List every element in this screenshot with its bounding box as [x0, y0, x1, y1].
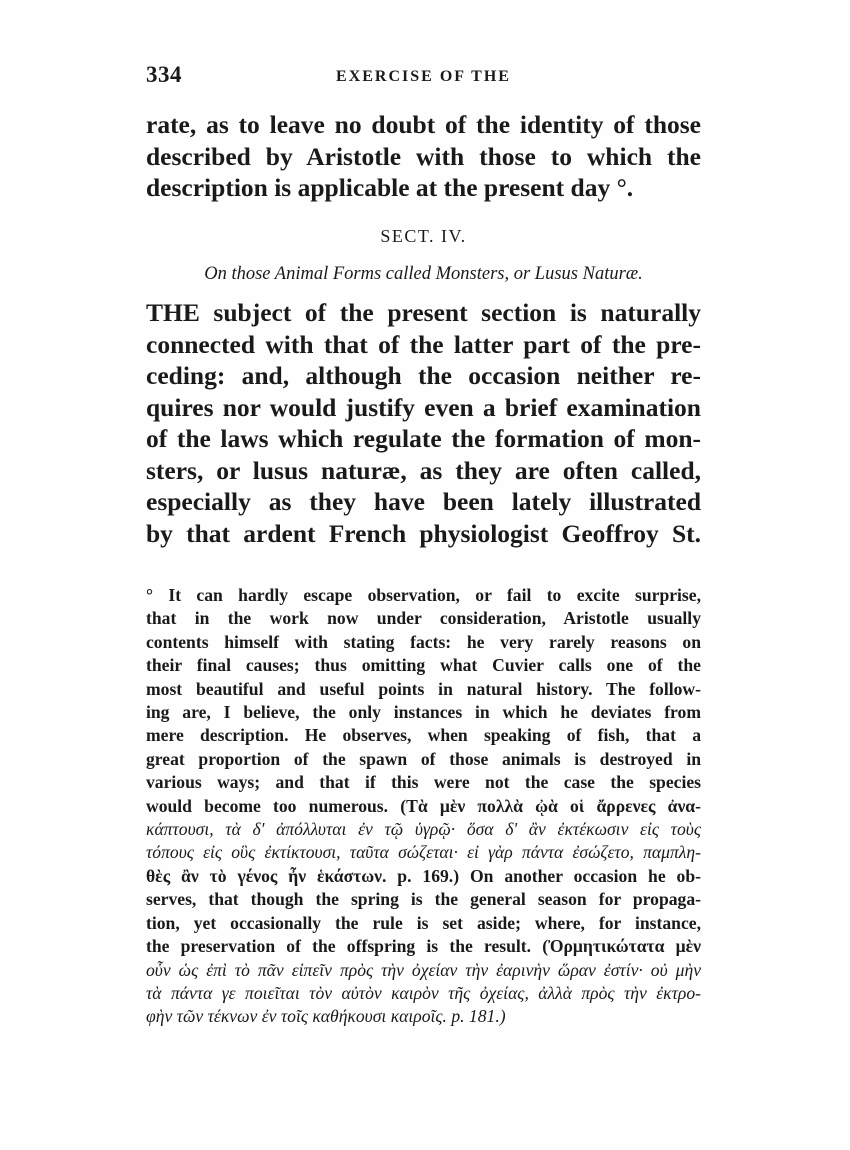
- footnote-line: mere description. He observes, when speaking of fish, that a: [146, 725, 701, 746]
- footnote-line-greek: τόπους εἰς οὓς ἐκτίκτουσι, ταῦτα σώζεται· εἰ γὰρ πάντα ἐσώζετο, παμπλη-: [146, 842, 701, 863]
- footnote-line: would become too numerous. (Τὰ μὲν πολλὰ ᾠὰ οἱ ἄρρενες ἀνα-: [146, 795, 701, 816]
- footnote-line: ° It can hardly escape observation, or fail to excite surprise,: [146, 585, 701, 605]
- text-line: rate, as to leave no doubt of the identity of those: [146, 110, 701, 139]
- text-line: quires nor would justify even a brief examination: [146, 392, 701, 422]
- footnote-line: θὲς ἂν τὸ γένος ἦν ἑκάστων. p. 169.) On another occasion he ob-: [146, 865, 701, 886]
- footnote: [146, 584, 701, 1029]
- text-line: ceding: and, although the occasion neither re-: [146, 361, 701, 390]
- page-number: 334: [146, 62, 182, 87]
- footnote-line-greek: οὖν ὡς ἐπὶ τὸ πᾶν εἰπεῖν πρὸς τὴν ὀχείαν τὴν ἐαρινὴν ὥραν ἐστίν· οὐ μὴν: [146, 959, 701, 980]
- footnote-line: that in the work now under consideration, Aristotle usually: [146, 608, 701, 629]
- footnote-line-greek: τὰ πάντα γε ποιεῖται τὸν αὐτὸν καιρὸν τῆς ὀχείας, ἀλλὰ πρὸς τὴν ἐκτρο-: [146, 982, 701, 1003]
- footnote-line: tion, yet occasionally the rule is set aside; where, for instance,: [146, 912, 701, 933]
- footnote-line: great proportion of the spawn of those animals is destroyed in: [146, 748, 701, 769]
- footnote-line: various ways; and that if this were not the case the species: [146, 772, 701, 793]
- section-paragraph: [146, 297, 701, 549]
- footnote-line-greek: κάπτουσι, τὰ δ' ἀπόλλυται ἐν τῷ ὑγρῷ· ὅσα δ' ἂν ἐκτέκωσιν εἰς τοὺς: [146, 819, 701, 840]
- footnote-line: most beautiful and useful points in natural history. The follow-: [146, 678, 701, 699]
- footnote-line: their final causes; thus omitting what Cuvier calls one of the: [146, 655, 701, 676]
- text-line: sters, or lusus naturæ, as they are often called,: [146, 455, 701, 485]
- text-line: by that ardent French physiologist Geoffroy St.: [146, 518, 701, 548]
- footnote-line: contents himself with stating facts: he very rarely reasons on: [146, 631, 701, 652]
- footnote-line-greek: φὴν τῶν τέκνων ἐν τοῖς καθήκουσι καιροῖς. p. 181.): [146, 1006, 506, 1027]
- text-line: described by Aristotle with those to which the: [146, 141, 701, 171]
- text-line: especially as they have been lately illustrated: [146, 487, 701, 516]
- running-head: EXERCISE OF THE: [336, 68, 511, 85]
- text-line: THE subject of the present section is naturally: [146, 298, 701, 327]
- text-line: of the laws which regulate the formation of mon-: [146, 424, 701, 453]
- continuation-text: [146, 109, 701, 204]
- footnote-line: serves, that though the spring is the general season for propaga-: [146, 889, 701, 910]
- text-line: connected with that of the latter part of the pre-: [146, 329, 701, 359]
- section-heading: SECT. IV.: [380, 226, 467, 246]
- footnote-line: ing are, I believe, the only instances in which he deviates from: [146, 702, 701, 723]
- page-header: [146, 62, 701, 92]
- footnote-line: the preservation of the offspring is the result. (Ὀρμητικώτατα μὲν: [146, 936, 701, 957]
- text-line: description is applicable at the present day °.: [146, 173, 634, 202]
- section-title: On those Animal Forms called Monsters, or Lusus Naturæ.: [204, 264, 643, 284]
